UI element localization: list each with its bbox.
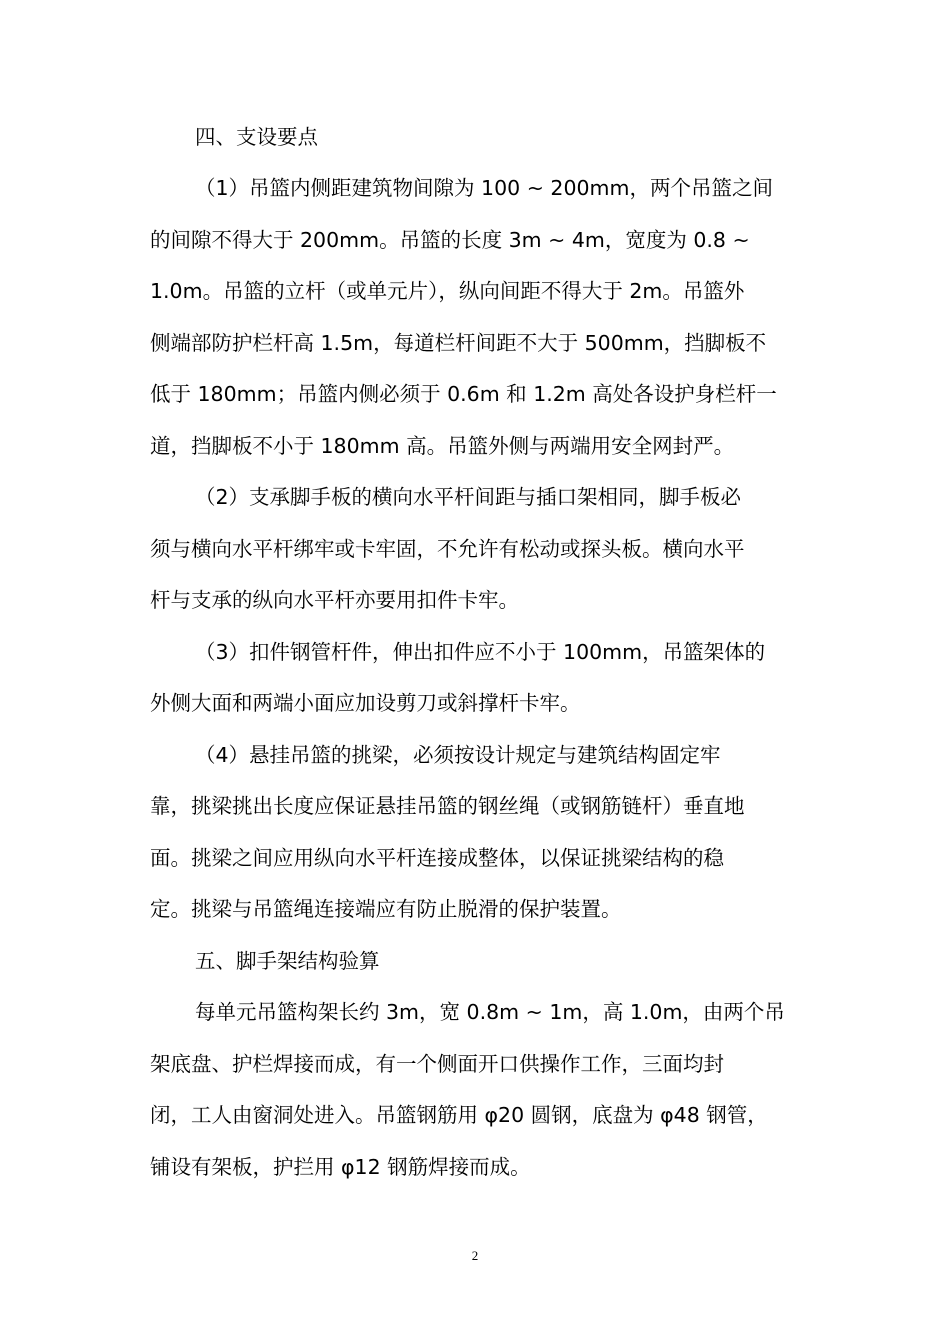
paragraph-1-line-2: 的间隙不得大于 200mm。吊篮的长度 3m ~ 4m，宽度为 0.8 ~ xyxy=(150,228,750,252)
paragraph-1-line-1: （1）吊篮内侧距建筑物间隙为 100 ~ 200mm，两个吊篮之间 xyxy=(195,176,773,200)
paragraph-5-line-2: 架底盘、护栏焊接而成，有一个侧面开口供操作工作，三面均封 xyxy=(150,1052,724,1076)
paragraph-5-line-1: 每单元吊篮构架长约 3m，宽 0.8m ~ 1m，高 1.0m，由两个吊 xyxy=(195,1000,785,1024)
page-number: 2 xyxy=(471,1248,479,1263)
paragraph-4-line-4: 定。挑梁与吊篮绳连接端应有防止脱滑的保护装置。 xyxy=(150,897,622,921)
paragraph-1-line-4: 侧端部防护栏杆高 1.5m，每道栏杆间距不大于 500mm，挡脚板不 xyxy=(150,331,767,355)
paragraph-1-line-5: 低于 180mm；吊篮内侧必须于 0.6m 和 1.2m 高处各设护身栏杆一 xyxy=(150,382,777,406)
paragraph-1-line-3: 1.0m。吊篮的立杆（或单元片），纵向间距不得大于 2m。吊篮外 xyxy=(150,279,745,303)
paragraph-4-line-1: （4）悬挂吊篮的挑梁，必须按设计规定与建筑结构固定牢 xyxy=(195,743,721,767)
paragraph-3-line-2: 外侧大面和两端小面应加设剪刀或斜撑杆卡牢。 xyxy=(150,691,581,715)
paragraph-2-line-1: （2）支承脚手板的横向水平杆间距与插口架相同，脚手板必 xyxy=(195,485,742,509)
section-heading-structure-check: 五、脚手架结构验算 xyxy=(195,949,380,973)
paragraph-4-line-3: 面。挑梁之间应用纵向水平杆连接成整体，以保证挑梁结构的稳 xyxy=(150,846,724,870)
paragraph-2-line-2: 须与横向水平杆绑牢或卡牢固，不允许有松动或探头板。横向水平 xyxy=(150,537,745,561)
paragraph-5-line-4: 铺设有架板，护拦用 φ12 钢筋焊接而成。 xyxy=(150,1155,531,1179)
paragraph-2-line-3: 杆与支承的纵向水平杆亦要用扣件卡牢。 xyxy=(150,588,519,612)
paragraph-3-line-1: （3）扣件钢管杆件，伸出扣件应不小于 100mm，吊篮架体的 xyxy=(195,640,766,664)
paragraph-1-line-6: 道，挡脚板不小于 180mm 高。吊篮外侧与两端用安全网封严。 xyxy=(150,434,735,458)
paragraph-4-line-2: 靠，挑梁挑出长度应保证悬挂吊篮的钢丝绳（或钢筋链杆）垂直地 xyxy=(150,794,745,818)
paragraph-5-line-3: 闭，工人由窗洞处进入。吊篮钢筋用 φ20 圆钢，底盘为 φ48 钢管， xyxy=(150,1103,768,1127)
section-heading-support-points: 四、支设要点 xyxy=(195,125,318,149)
